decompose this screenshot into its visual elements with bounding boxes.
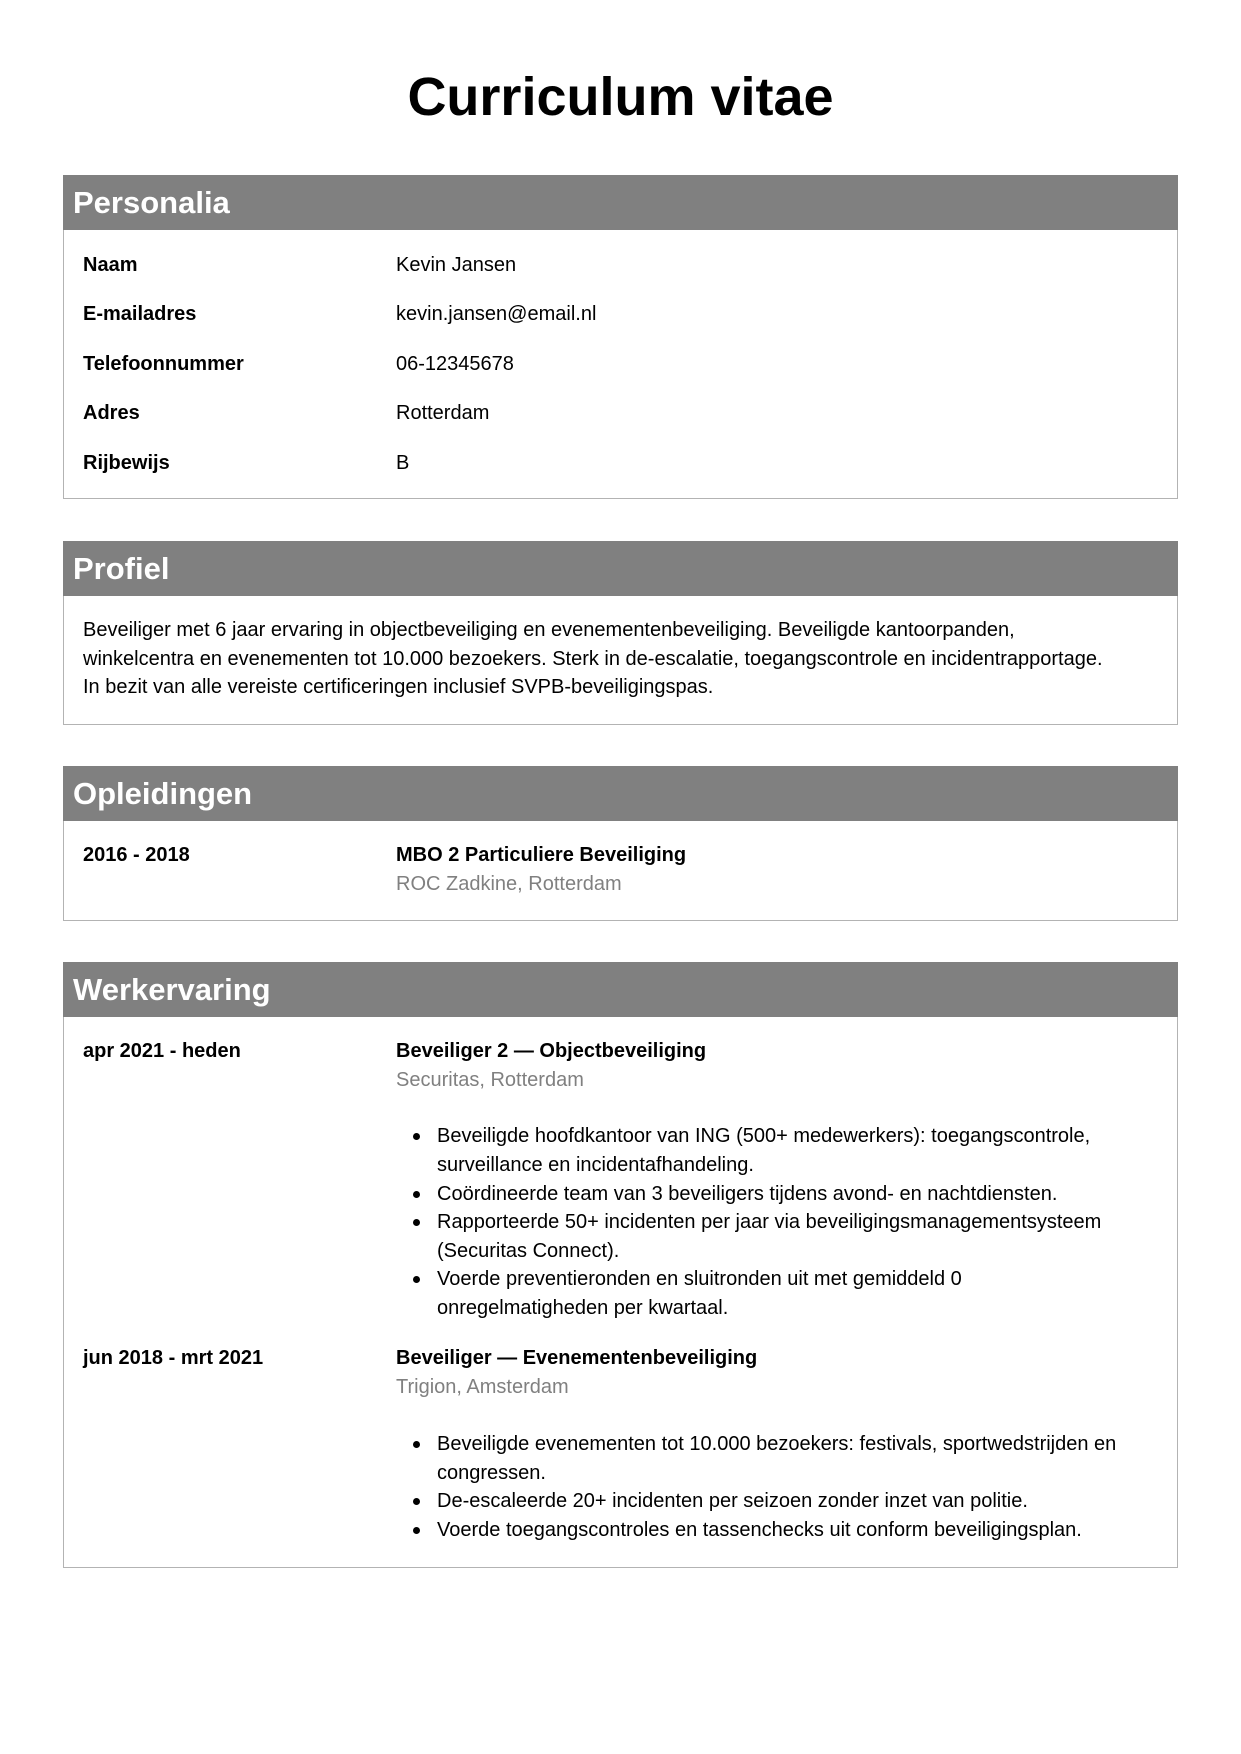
section-heading: Opleidingen <box>63 766 1178 821</box>
job-bullet-line: De-escaleerde 20+ incidenten per seizoen zonder inzet van politie. <box>437 1490 1028 1512</box>
job-period: apr 2021 - heden <box>83 1040 241 1062</box>
job-bullet-line: congressen. <box>437 1462 546 1484</box>
field-value-rijbewijs: B <box>396 452 410 474</box>
bullet-icon <box>413 1133 420 1140</box>
field-label-email: E-mailadres <box>83 303 197 325</box>
section-heading: Personalia <box>63 175 1178 230</box>
job-bullet-line: surveillance en incidentafhandeling. <box>437 1154 754 1176</box>
job-period: jun 2018 - mrt 2021 <box>83 1347 264 1369</box>
bullet-icon <box>413 1441 420 1448</box>
field-value-telefoon: 06-12345678 <box>396 353 514 375</box>
job-employer: Securitas, Rotterdam <box>396 1069 584 1091</box>
profile-line: Beveiliger met 6 jaar ervaring in objectbeveiliging en evenementenbeveiliging. Beveiligde kantoorpanden, <box>83 619 1015 641</box>
job-employer: Trigion, Amsterdam <box>396 1376 569 1398</box>
job-bullet-line: Coördineerde team van 3 beveiligers tijdens avond- en nachtdiensten. <box>437 1183 1058 1205</box>
bullet-icon <box>413 1191 420 1198</box>
education-period: 2016 - 2018 <box>83 844 190 866</box>
profile-line: winkelcentra en evenementen tot 10.000 bezoekers. Sterk in de-escalatie, toegangscontrole en incidentrapportage. <box>83 648 1103 670</box>
section-personalia <box>63 175 1178 499</box>
education-institution: ROC Zadkine, Rotterdam <box>396 873 622 895</box>
job-title: Beveiliger 2 — Objectbeveiliging <box>396 1040 707 1062</box>
education-title: MBO 2 Particuliere Beveiliging <box>396 844 687 866</box>
field-label-rijbewijs: Rijbewijs <box>83 452 170 474</box>
job-bullet-line: Voerde toegangscontroles en tassenchecks uit conform beveiligingsplan. <box>437 1519 1082 1541</box>
job-bullet-line: Beveiligde hoofdkantoor van ING (500+ medewerkers): toegangscontrole, <box>437 1125 1091 1147</box>
bullet-icon <box>413 1276 420 1283</box>
bullet-icon <box>413 1498 420 1505</box>
job-bullet-line: Voerde preventieronden en sluitronden uit met gemiddeld 0 <box>437 1268 962 1290</box>
bullet-icon <box>413 1219 420 1226</box>
job-title: Beveiliger — Evenementenbeveiliging <box>396 1347 758 1369</box>
job-bullet-line: (Securitas Connect). <box>437 1240 620 1262</box>
field-value-naam: Kevin Jansen <box>396 254 517 276</box>
job-bullet-line: Rapporteerde 50+ incidenten per jaar via beveiligingsmanagementsysteem <box>437 1211 1102 1233</box>
section-heading: Profiel <box>63 541 1178 596</box>
bullet-icon <box>413 1527 420 1534</box>
field-label-naam: Naam <box>83 254 138 276</box>
field-label-telefoon: Telefoonnummer <box>83 353 244 375</box>
field-value-email: kevin.jansen@email.nl <box>396 303 597 325</box>
profile-line: In bezit van alle vereiste certificeringen inclusief SVPB-beveiligingspas. <box>83 676 714 698</box>
document-title: Curriculum vitae <box>407 67 834 127</box>
job-bullet-line: Beveiligde evenementen tot 10.000 bezoekers: festivals, sportwedstrijden en <box>437 1433 1117 1455</box>
field-label-adres: Adres <box>83 402 140 424</box>
field-value-adres: Rotterdam <box>396 402 490 424</box>
job-bullet-line: onregelmatigheden per kwartaal. <box>437 1297 729 1319</box>
section-heading: Werkervaring <box>63 962 1178 1017</box>
